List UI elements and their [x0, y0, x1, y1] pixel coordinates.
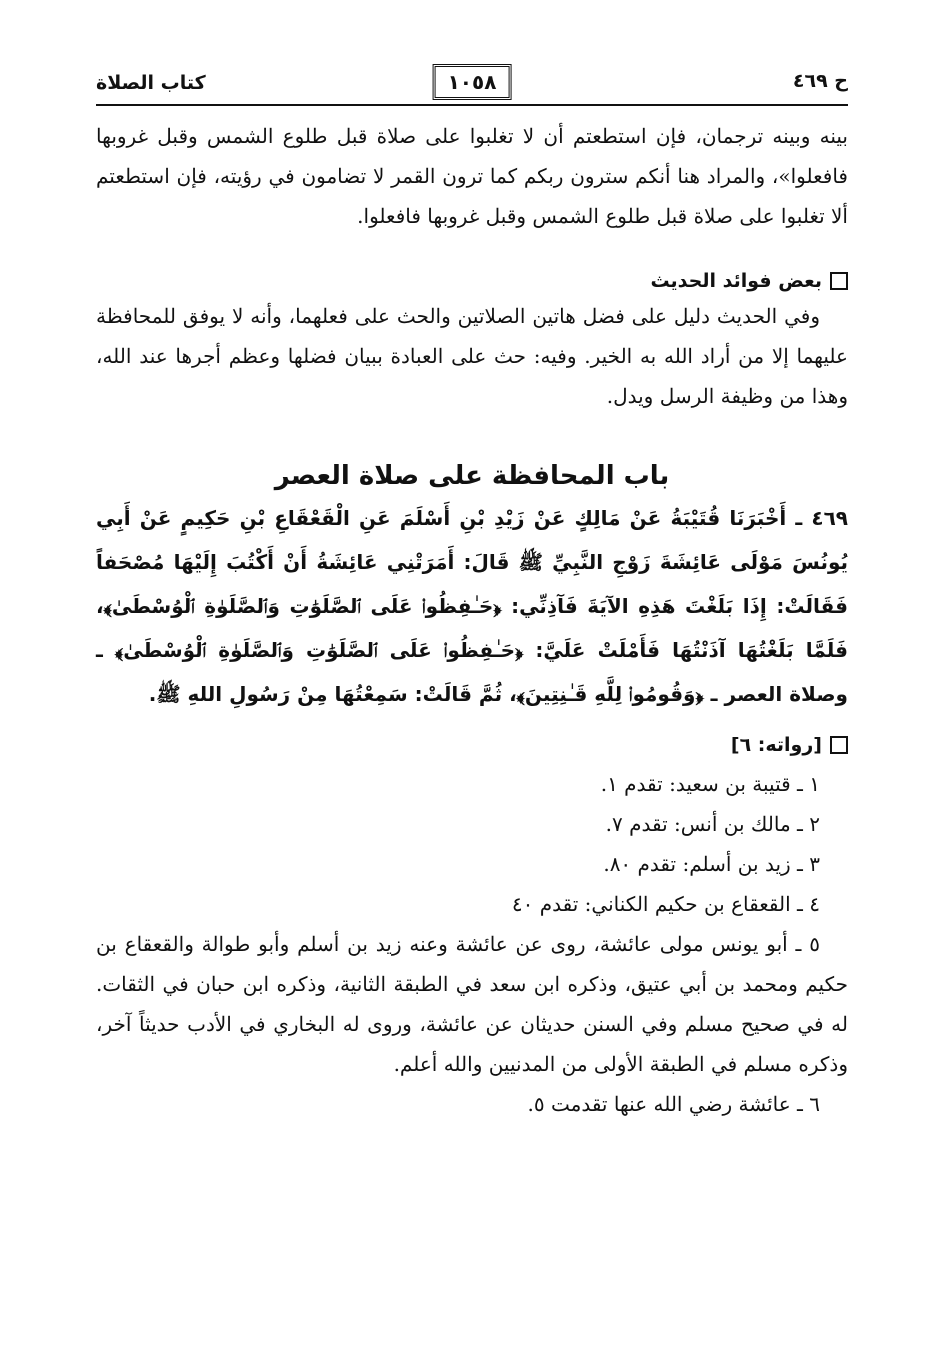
- narrators-heading-text: [رواته: ٦]: [730, 734, 822, 756]
- header-page-number: ١٠٥٨: [433, 64, 512, 100]
- narrator-6-note: ٦ ـ عائشة رضي الله عنها تقدمت ٥.: [527, 1092, 820, 1116]
- header-book-title: كتاب الصلاة: [96, 72, 206, 94]
- benefits-paragraph: وفي الحديث دليل على فضل هاتين الصلاتين والحث على فعلهما، وأنه لا يوفق للمحافظة عليهما إلا من أراد الله به الخير. وفيه: حث على العبادة ببيان فضلها وعظم أجرها عند الله، وهذا من وظيفة الرسل ويدل.: [96, 304, 848, 408]
- chapter-title: باب المحافظة على صلاة العصر: [274, 461, 670, 491]
- list-item: ١ ـ قتيبة بن سعيد: تقدم ١.: [600, 772, 820, 796]
- hadith-text: ٤٦٩ ـ أَخْبَرَنَا قُتَيْبَةُ عَنْ مَالِكٍ عَنْ زَيْدِ بْنِ أَسْلَمَ عَنِ الْقَعْقَاعِ بْنِ حَكِيمٍ عَنْ أَبِي يُونُسَ مَوْلَى عَائِشَةَ زَوْجِ النَّبِيِّ ﷺ قَالَ: أَمَرَتْنِي عَائِشَةُ أَنْ أَكْتُبَ إِلَيْهَا مُصْحَفاً فَقَالَتْ: إِذَا بَلَغْتَ هَذِهِ الآيَةَ فَآذِنِّي: ﴿حَـٰفِظُوا۟ عَلَى ٱلصَّلَوَٰتِ وَٱلصَّلَوٰةِ ٱلْوُسْطَىٰ﴾، فَلَمَّا بَلَغْتُهَا آذَنْتُهَا فَأَمْلَتْ عَلَيَّ: ﴿حَـٰفِظُوا۟ عَلَى ٱلصَّلَوَٰتِ وَٱلصَّلَوٰةِ ٱلْوُسْطَىٰ﴾ ـ وصلاة العصر ـ ﴿وَقُومُوا۟ لِلَّهِ قَـٰنِتِينَ﴾، ثُمَّ قَالَتْ: سَمِعْتُهَا مِنْ رَسُولِ اللهِ ﷺ.: [96, 506, 848, 706]
- header-rule: [96, 104, 848, 106]
- benefits-heading-text: بعض فوائد الحديث: [650, 270, 822, 292]
- square-bullet-icon: [830, 736, 848, 754]
- list-item: ٢ ـ مالك بن أنس: تقدم ٧.: [605, 812, 820, 836]
- page-header: [96, 58, 848, 104]
- list-item: ٣ ـ زيد بن أسلم: تقدم ٨٠.: [603, 852, 820, 876]
- square-bullet-icon: [830, 272, 848, 290]
- header-hadith-number: ح ٤٦٩: [792, 70, 848, 92]
- list-item: ٤ ـ القعقاع بن حكيم الكناني: تقدم ٤٠: [511, 892, 820, 916]
- document-page: [96, 58, 848, 1124]
- intro-paragraph: بينه وبينه ترجمان، فإن استطعتم أن لا تغلبوا على صلاة قبل طلوع الشمس وقبل غروبها فافعلوا»، والمراد هنا أنكم سترون ربكم كما ترون القمر لا تضامون في رؤيته، فإن استطعتم ألا تغلبوا على صلاة قبل طلوع الشمس وقبل غروبها فافعلوا.: [96, 124, 848, 228]
- benefits-heading: [96, 266, 848, 296]
- narrator-5-note: ٥ ـ أبو يونس مولى عائشة، روى عن عائشة وعنه زيد بن أسلم وأبو طوالة والقعقاع بن حكيم ومحمد بن أبي عتيق، وذكره ابن سعد في الطبقة الثانية، وذكره ابن حبان في الثقات. له في صحيح مسلم وفي السنن حديثان عن عائشة، وروى له البخاري في الأدب حديثاً آخر، وذكره مسلم في الطبقة الأولى من المدنيين والله أعلم.: [96, 932, 848, 1076]
- narrators-heading: [96, 730, 848, 760]
- narrators-list: [96, 764, 848, 924]
